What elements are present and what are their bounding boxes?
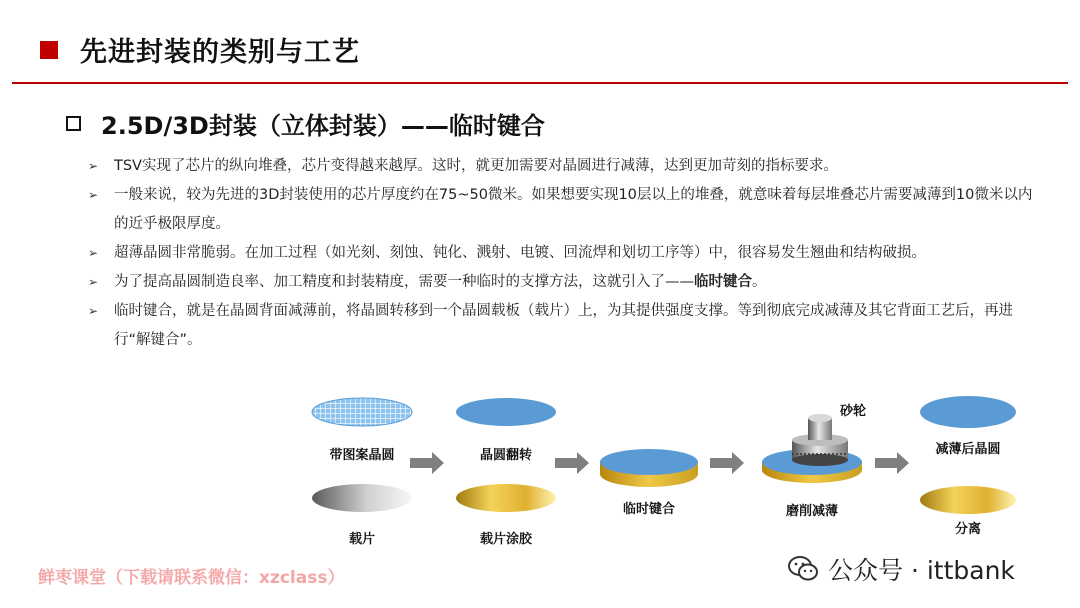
- bullet-text: [114, 268, 1038, 297]
- label-grinding: 磨削减薄: [785, 504, 838, 519]
- bullet-text: 超薄晶圆非常脆弱。在加工过程（如光刻、刻蚀、钝化、溅射、电镀、回流焊和划切工序等）中，很容易发生翘曲和结构破损。: [114, 245, 926, 261]
- bullet-text: TSV实现了芯片的纵向堆叠，芯片变得越来越厚。这时，就更加需要对晶圆进行减薄，达到更加苛刻的指标要求。: [114, 158, 838, 174]
- bullet-item: [88, 152, 1038, 181]
- section-bullet-icon: [66, 116, 81, 131]
- bullet-item: [88, 239, 1038, 268]
- bullet-text: 临时键合，就是在晶圆背面减薄前，将晶圆转移到一个晶圆载板（载片）上，为其提供强度支撑。等到彻底完成减薄及其它背面工艺后，再进行“解键合”。: [114, 303, 1013, 348]
- patterned-wafer: [312, 398, 412, 426]
- bullet-text-lead: 为了提高晶圆制造良率、加工精度和封装精度，需要一种临时的支撑方法，这就引入了——: [114, 274, 694, 290]
- bullet-text-emphasis: 临时键合: [694, 274, 752, 290]
- wechat-account-text: 公众号 · ittbank: [828, 556, 1015, 585]
- arrow-bullet-icon: ➢: [88, 275, 99, 289]
- glued-carrier: [456, 484, 556, 512]
- page-header: [40, 30, 360, 69]
- header-divider: [12, 82, 1068, 84]
- arrow-bullet-icon: ➢: [88, 304, 99, 318]
- watermark-left: 鲜枣课堂（下载请联系微信：xzclass）: [38, 568, 345, 588]
- bullet-list: [88, 152, 1038, 355]
- arrow-bullet-icon: ➢: [88, 159, 99, 173]
- bullet-item: [88, 268, 1038, 297]
- process-arrow: [875, 452, 909, 474]
- wechat-watermark: [788, 551, 1015, 587]
- thinned-wafer: [920, 396, 1016, 428]
- process-diagram: [0, 388, 1080, 558]
- label-carrier-glue: 载片涂胶: [479, 532, 532, 547]
- bullet-item: [88, 181, 1038, 239]
- grinding-wheel-icon: [792, 414, 848, 466]
- label-wafer-flip: 晶圆翻转: [479, 448, 532, 463]
- section-header: [66, 106, 545, 141]
- separated-carrier: [920, 486, 1016, 514]
- label-separation: 分离: [954, 522, 981, 537]
- label-carrier: 载片: [348, 532, 375, 547]
- process-arrow: [710, 452, 744, 474]
- carrier-wafer: [312, 484, 412, 512]
- arrow-bullet-icon: ➢: [88, 246, 99, 260]
- bullet-text-tail: 。: [752, 274, 767, 290]
- bullet-text: 一般来说，较为先进的3D封装使用的芯片厚度约在75~50微米。如果想要实现10层以上的堆叠，就意味着每层堆叠芯片需要减薄到10微米以内的近乎极限厚度。: [114, 187, 1033, 232]
- label-patterned-wafer: 带图案晶圆: [329, 448, 395, 463]
- page-title: 先进封装的类别与工艺: [80, 37, 360, 68]
- flipped-wafer: [456, 398, 556, 426]
- arrow-bullet-icon: ➢: [88, 188, 99, 202]
- wechat-icon: [788, 555, 818, 583]
- bullet-item: [88, 297, 1038, 355]
- label-temp-bond: 临时键合: [622, 502, 675, 517]
- section-title: 2.5D/3D封装（立体封装）——临时键合: [101, 112, 545, 140]
- label-grinding-wheel: 砂轮: [839, 404, 866, 419]
- title-marker: [40, 41, 58, 59]
- bonded-stack: [600, 449, 698, 487]
- label-thinned-wafer: 减薄后晶圆: [935, 442, 1001, 457]
